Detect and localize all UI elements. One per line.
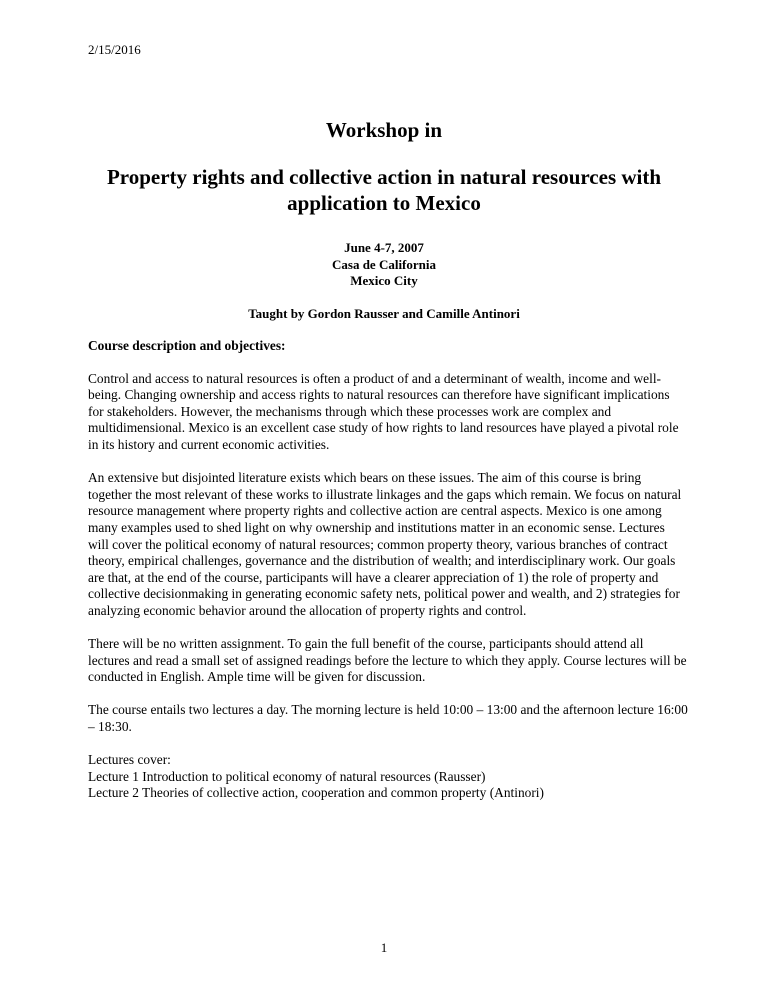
section-heading: Course description and objectives: (88, 338, 286, 353)
course-body (88, 338, 688, 802)
paragraph: Control and access to natural resources is often a product of and a determinant of wealth, income and well-being. Changing ownership and access rights to natural resources can therefore have significant implications for stakeholders. However, the mechanisms through which these processes work are complex and multidimensional. Mexico is an excellent case study of how rights to land resources have played a pivotal role in its history and current economic activities. (88, 370, 679, 452)
lecture-item: Lecture 1 Introduction to political economy of natural resources (Rausser) (88, 768, 486, 784)
page-number: 1 (380, 940, 388, 955)
event-city: Mexico City (350, 273, 418, 288)
instructors-line: Taught by Gordon Rausser and Camille Antinori (248, 306, 520, 321)
document-title (88, 117, 680, 216)
paragraph: There will be no written assignment. To gain the full benefit of the course, participants should attend all lectures and read a small set of assigned readings before the lecture to which they apply. Course lectures will be conducted in English. Ample time will be given for discussion. (88, 636, 687, 685)
event-dates: June 4-7, 2007 (344, 240, 424, 255)
header-date: 2/15/2016 (88, 42, 141, 57)
event-info (88, 240, 680, 290)
paragraph: An extensive but disjointed literature exists which bears on these issues. The aim of this course is bring together the most relevant of these works to illustrate linkages and the gaps which remain. We focus on natural resource management where property rights and collective action are central aspects. Mexico is one among many examples used to shed light on why ownership and institutions matter in an economic sense. Lectures will cover the political economy of natural resources; common property theory, various branches of contract theory, empirical challenges, governance and the distribution of wealth; and interdisciplinary work. Our goals are that, at the end of the course, participants will have a clearer appreciation of 1) the role of property and collective decisionmaking in generating economic safety nets, political power and wealth, and 2) strategies for analyzing economic behavior around the allocation of property rights and control. (88, 470, 682, 618)
title-topic: Property rights and collective action in natural resources with application to Mexico (106, 165, 662, 215)
event-venue: Casa de California (332, 256, 436, 272)
title-workshop: Workshop in (325, 118, 443, 142)
paragraph: The course entails two lectures a day. The morning lecture is held 10:00 – 13:00 and the afternoon lecture 16:00 – 18:30. (88, 702, 688, 735)
lecture-item: Lecture 2 Theories of collective action, cooperation and common property (Antinori) (88, 785, 544, 801)
lectures-intro: Lectures cover: (88, 752, 171, 768)
